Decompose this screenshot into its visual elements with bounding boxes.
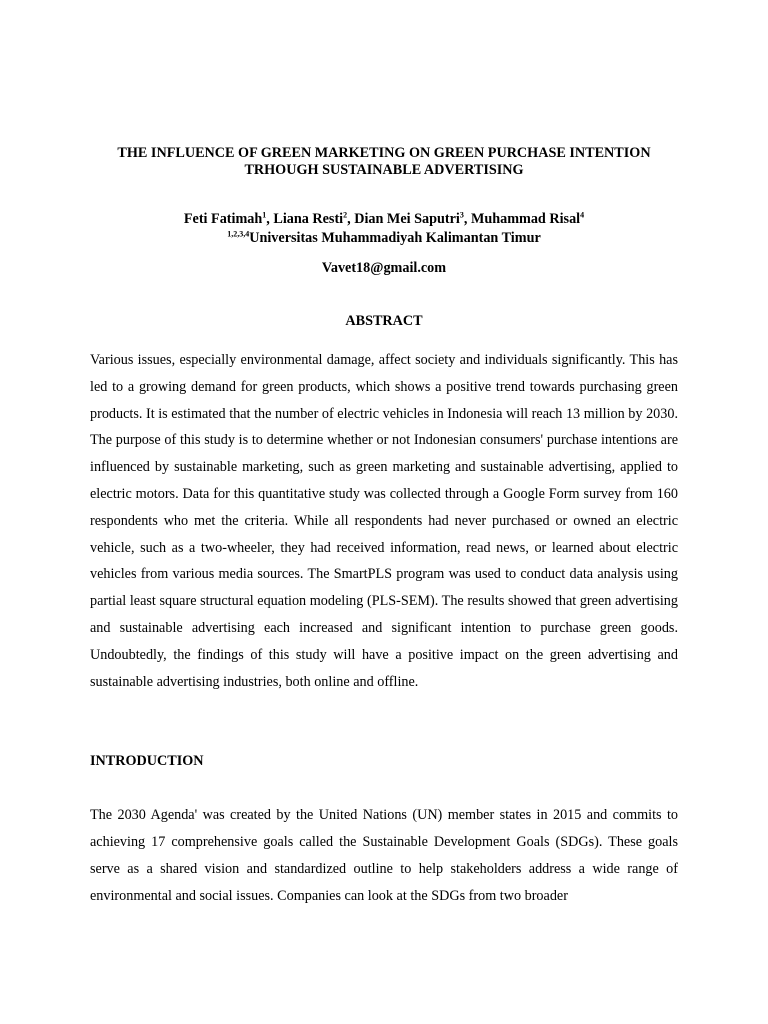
affiliation-superscript: 1,2,3,4 (227, 229, 250, 239)
author-name: Feti Fatimah (183, 211, 263, 227)
paper-title (90, 145, 678, 179)
introduction-paragraph: The 2030 Agenda' was created by the United Nations (UN) member states in 2015 and commits to achieving 17 comprehensive goals called the Sustainable Development Goals (SDGs). These goals serve as a shared vision and standardized outline to help stakeholders address a wide range of environmental and social issues. Companies can look at the SDGs from two broader (90, 807, 678, 904)
abstract-heading: ABSTRACT (345, 313, 423, 329)
author-name: Liana Resti (273, 211, 344, 227)
introduction-heading: INTRODUCTION (90, 753, 204, 769)
author-superscript: 2 (343, 210, 348, 220)
author-superscript: 3 (459, 210, 464, 220)
affiliation-name: Universitas Muhammadiyah Kalimantan Timur (249, 230, 541, 246)
contact-email: Vavet18@gmail.com (321, 260, 447, 276)
paper-title-line-1: THE INFLUENCE OF GREEN MARKETING ON GREEN PURCHASE INTENTION (117, 145, 651, 161)
author-superscript: 1 (262, 210, 267, 220)
paper-title-line-2: TRHOUGH SUSTAINABLE ADVERTISING (244, 162, 524, 178)
affiliation (90, 228, 678, 248)
author-name: Dian Mei Saputri (354, 211, 460, 227)
author-superscript: 4 (580, 210, 585, 220)
abstract-paragraph: Various issues, especially environmental damage, affect society and individuals significantly. This has led to a growing demand for green products, which shows a positive trend towards purchasing green products. It is estimated that the number of electric vehicles in Indonesia will reach 13 million by 2030. The purpose of this study is to determine whether or not Indonesian consumers' purchase intentions are influenced by sustainable marketing, such as green marketing and sustainable advertising, applied to electric motors. Data for this quantitative study was collected through a Google Form survey from 160 respondents who met the criteria. While all respondents had never purchased or owned an electric vehicle, such as a two-wheeler, they had received information, read news, or learned about electric vehicles from various media sources. The SmartPLS program was used to conduct data analysis using partial least square structural equation modeling (PLS-SEM). The results showed that green advertising and sustainable advertising each increased and significant intention to purchase green goods. Undoubtedly, the findings of this study will have a positive impact on the green advertising and sustainable advertising industries, both online and offline. (90, 352, 678, 690)
author-name: Muhammad Risal (470, 211, 581, 227)
author-list: Feti Fatimah$^1$, Liana Resti$^2$, Dian Mei Saputri$^3$, Muhammad Risal$^4$ (183, 210, 585, 227)
